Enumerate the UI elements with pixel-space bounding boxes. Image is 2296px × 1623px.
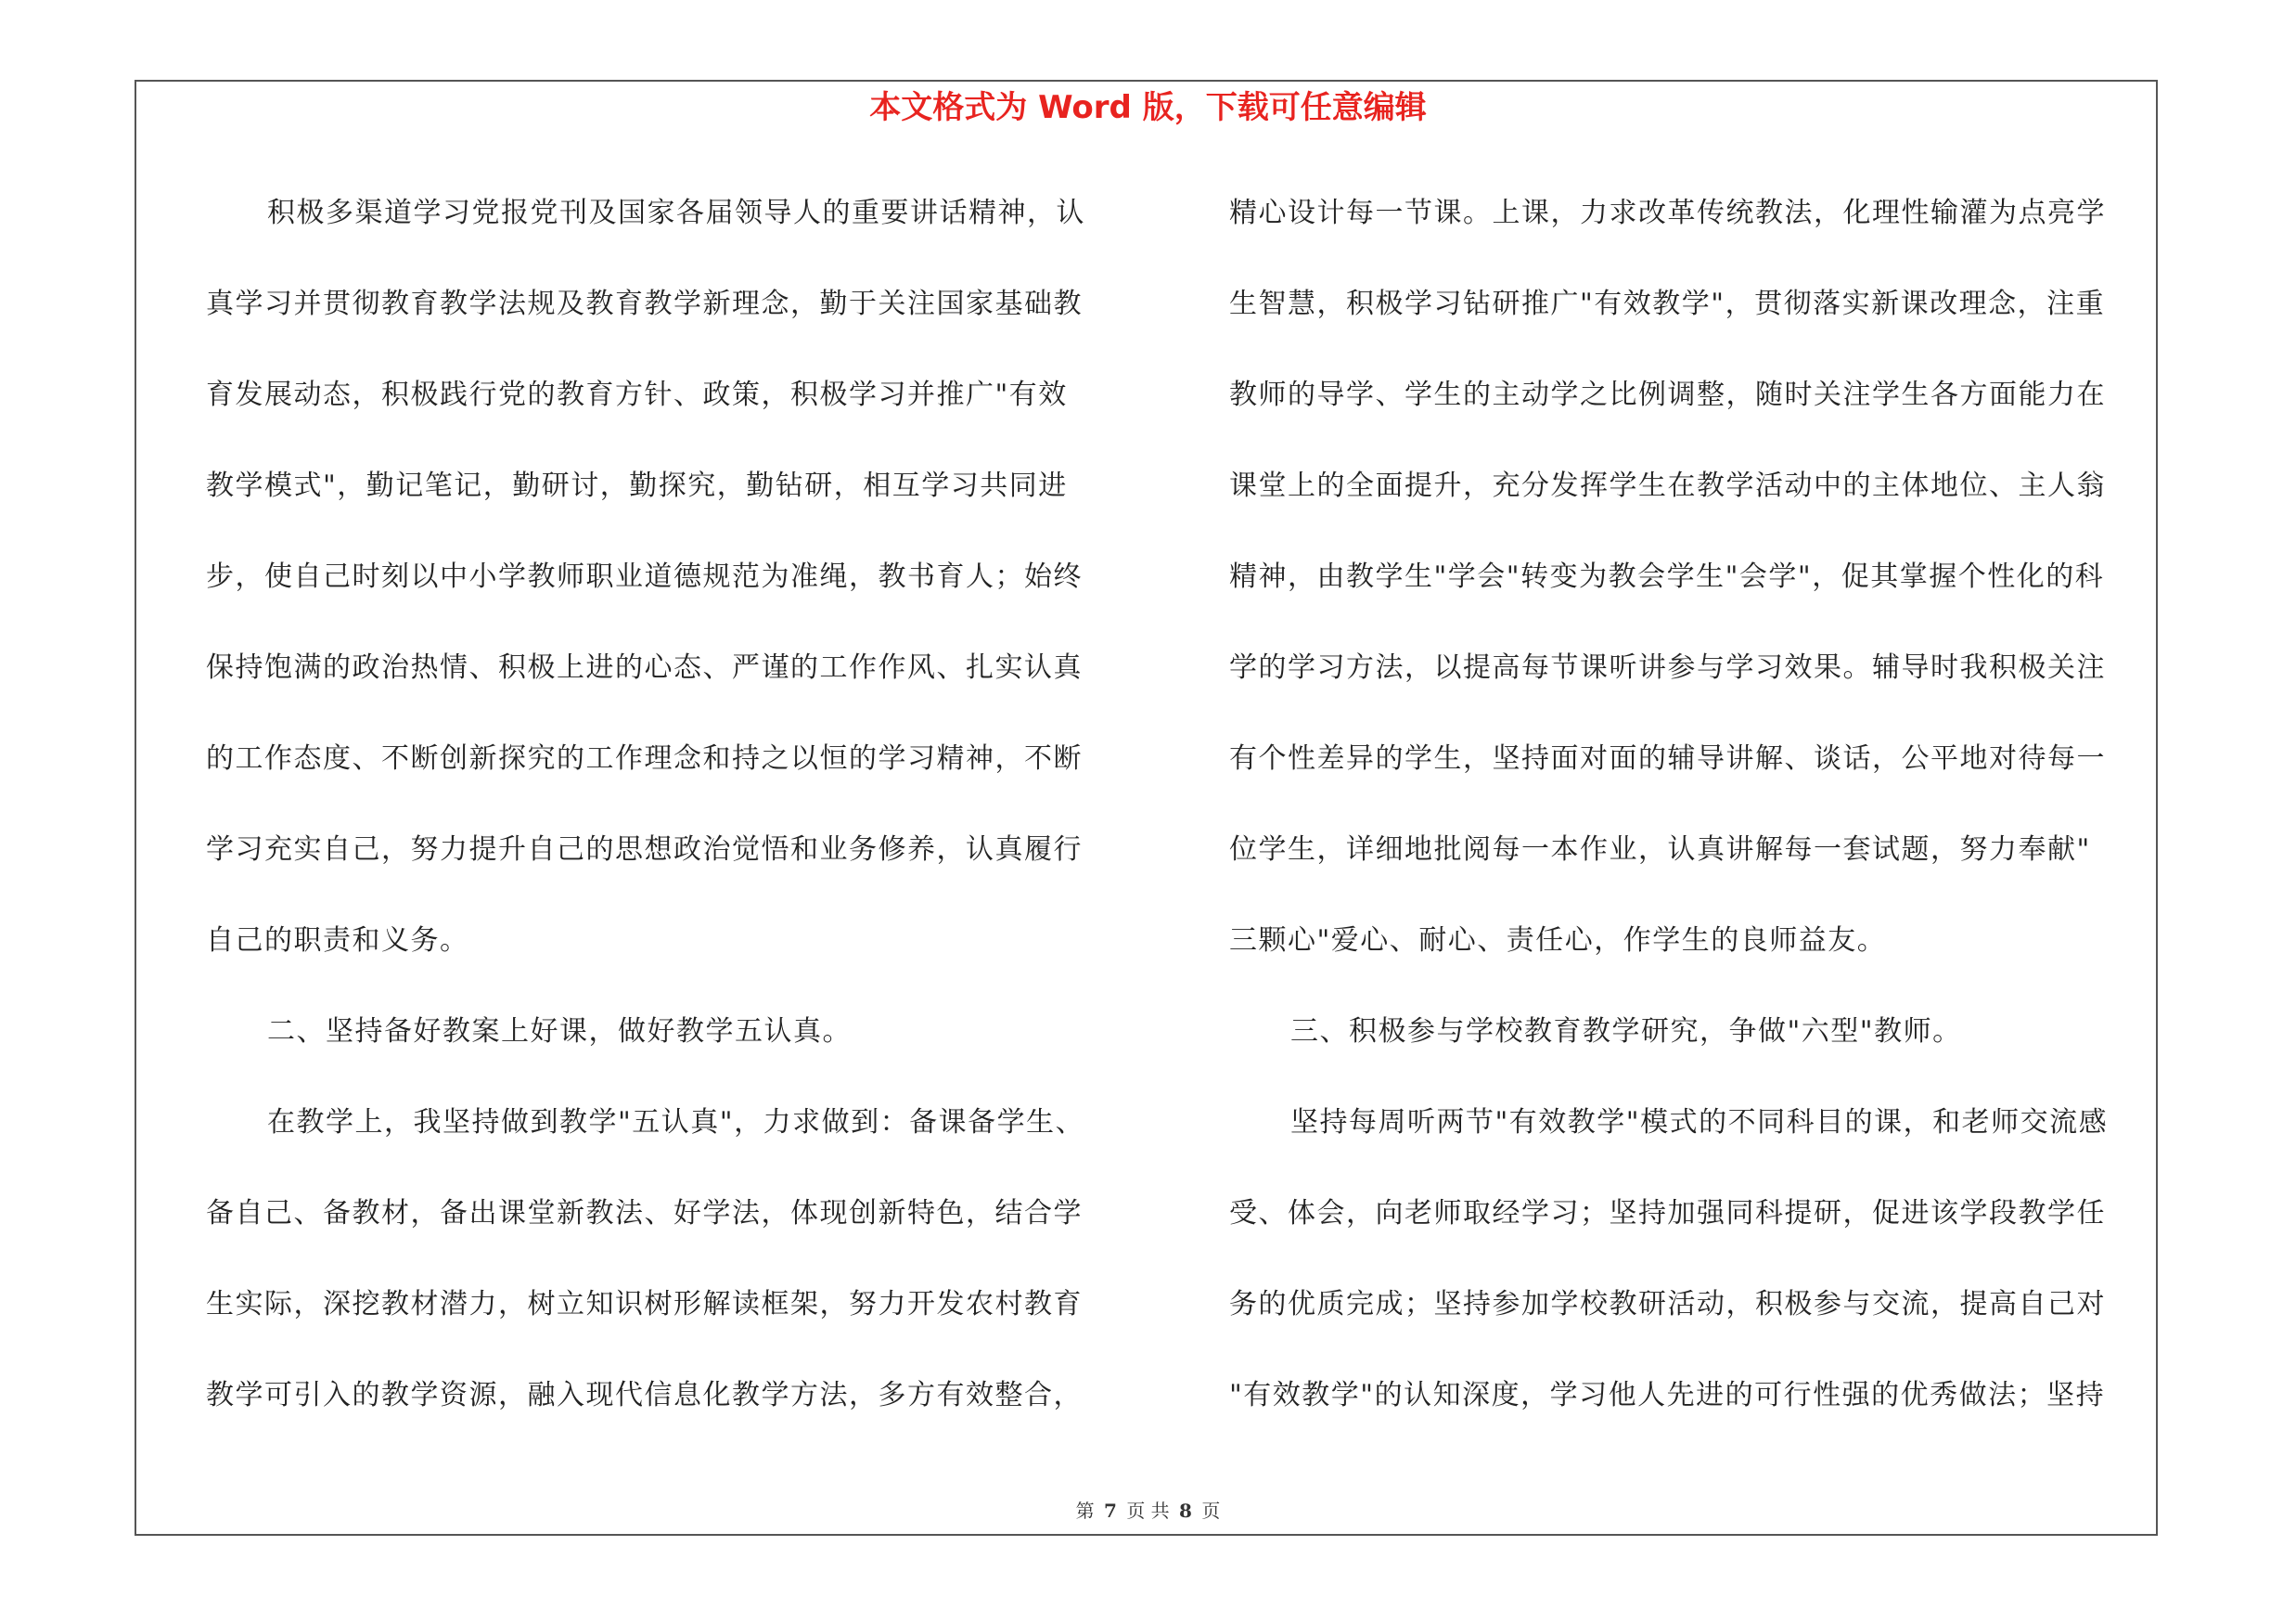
text-line: 的工作态度、不断创新探究的工作理念和持之以恒的学习精神，不断: [206, 742, 1083, 775]
text-line: 生智慧，积极学习钻研推广"有效教学"，贯彻落实新课改理念，注重: [1229, 288, 2106, 320]
header-banner: 本文格式为 Word 版，下载可任意编辑: [869, 89, 1427, 126]
total-page-number: 8: [1179, 1500, 1192, 1522]
footer-suffix: 页: [1201, 1500, 1221, 1522]
text-line: 三、积极参与学校教育教学研究，争做"六型"教师。: [1290, 1015, 1962, 1048]
text-line: "有效教学"的认知深度，学习他人先进的可行性强的优秀做法；坚持: [1229, 1379, 2106, 1411]
text-line: 三颗心"爱心、耐心、责任心，作学生的良师益友。: [1229, 924, 1887, 957]
text-line: 备自己、备教材，备出课堂新教法、好学法，体现创新特色，结合学: [206, 1197, 1083, 1230]
left-column: [206, 181, 1134, 1454]
text-line: 学习充实自己，努力提升自己的思想政治觉悟和业务修养，认真履行: [206, 833, 1083, 866]
text-line: 位学生，详细地批阅每一本作业，认真讲解每一套试题，努力奉献": [1229, 833, 2091, 866]
text-line: 育发展动态，积极践行党的教育方针、政策，积极学习并推广"有效: [206, 379, 1068, 411]
text-line: 有个性差异的学生，坚持面对面的辅导讲解、谈话，公平地对待每一: [1229, 742, 2106, 775]
text-line: 坚持每周听两节"有效教学"模式的不同科目的课，和老师交流感: [1290, 1106, 2109, 1139]
text-line: 步，使自己时刻以中小学教师职业道德规范为准绳，教书育人；始终: [206, 560, 1083, 593]
footer-prefix: 第: [1075, 1500, 1095, 1522]
text-line: 保持饱满的政治热情、积极上进的心态、严谨的工作作风、扎实认真: [206, 651, 1083, 684]
page-footer: [0, 1496, 2296, 1523]
text-line: 教师的导学、学生的主动学之比例调整，随时关注学生各方面能力在: [1229, 379, 2106, 411]
text-line: 真学习并贯彻教育教学法规及教育教学新理念，勤于关注国家基础教: [206, 288, 1083, 320]
text-line: 积极多渠道学习党报党刊及国家各届领导人的重要讲话精神，认: [267, 197, 1085, 229]
footer-middle: 页 共: [1126, 1500, 1170, 1522]
text-line: 教学模式"，勤记笔记，勤研讨，勤探究，勤钻研，相互学习共同进: [206, 470, 1068, 502]
right-column: [1229, 181, 2157, 1454]
text-line: 二、坚持备好教案上好课，做好教学五认真。: [267, 1015, 852, 1048]
text-line: 精神，由教学生"学会"转变为教会学生"会学"，促其掌握个性化的科: [1229, 560, 2105, 593]
text-line: 务的优质完成；坚持参加学校教研活动，积极参与交流，提高自己对: [1229, 1288, 2106, 1320]
text-line: 课堂上的全面提升，充分发挥学生在教学活动中的主体地位、主人翁: [1229, 470, 2106, 502]
text-line: 自己的职责和义务。: [206, 924, 469, 957]
text-line: 在教学上，我坚持做到教学"五认真"，力求做到：备课备学生、: [267, 1106, 1085, 1139]
text-line: 学的学习方法，以提高每节课听讲参与学习效果。辅导时我积极关注: [1229, 651, 2106, 684]
text-line: 精心设计每一节课。上课，力求改革传统教法，化理性输灌为点亮学: [1229, 197, 2106, 229]
current-page-number: 7: [1104, 1500, 1117, 1522]
text-line: 生实际，深挖教材潜力，树立知识树形解读框架，努力开发农村教育: [206, 1288, 1083, 1320]
text-line: 受、体会，向老师取经学习；坚持加强同科提研，促进该学段教学任: [1229, 1197, 2106, 1230]
text-line: 教学可引入的教学资源，融入现代信息化教学方法，多方有效整合，: [206, 1379, 1083, 1411]
